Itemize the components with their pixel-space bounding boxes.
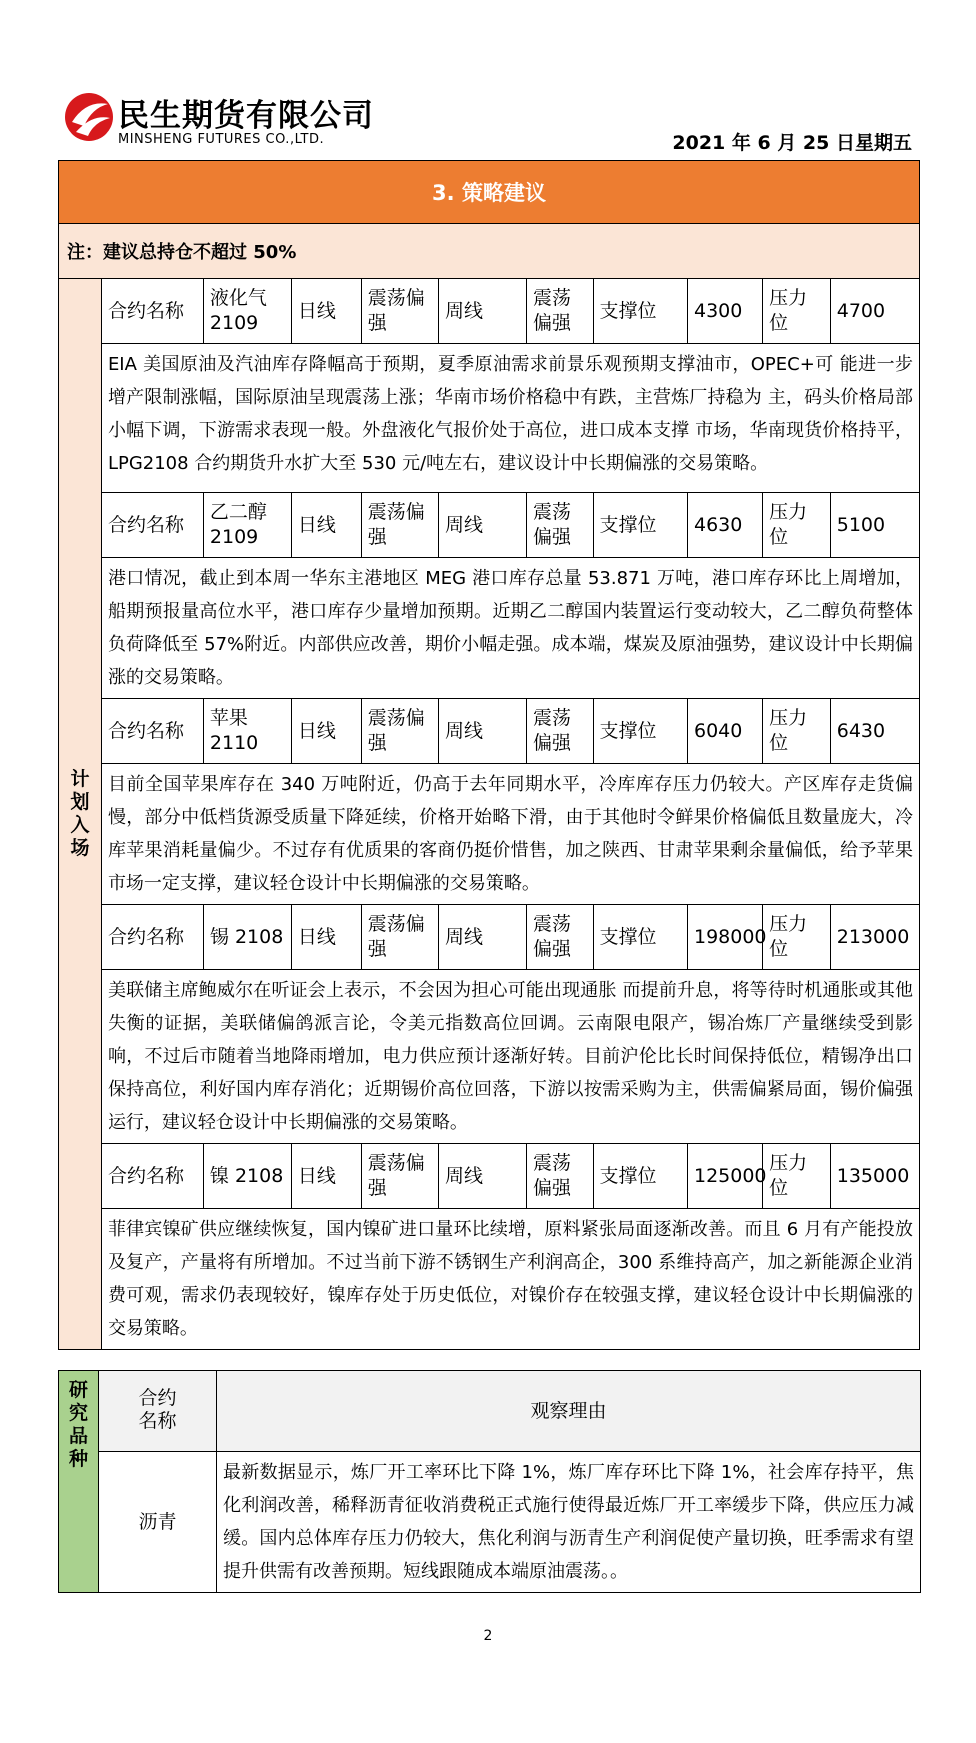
resistance-value: 213000 [830,905,919,970]
research-contract-name: 沥青 [99,1452,217,1593]
resistance-label: 压力位 [763,1144,831,1209]
company-name-cn: 民生期货有限公司 [118,98,374,134]
report-date: 2021 年 6 月 25 日星期五 [672,132,912,154]
weekly-label: 周线 [438,493,526,558]
contract-description: 菲律宾镍矿供应继续恢复，国内镍矿进口量环比续增，原料紧张局面逐渐改善。而且 6 月有产能投放及复产，产量将有所增加。不过当前下游不锈钢生产利润高企，300 系维持高产，加之新能源企业消费可观，需求仍表现较好，镍库存处于历史低位，对镍价存在较强支撑，建议轻仓设计中长期偏涨的交易策略。 [101,1209,919,1350]
resistance-label: 压力位 [763,699,831,764]
daily-trend: 震荡偏强 [361,493,438,558]
support-value: 198000 [687,905,762,970]
contract-name: 液化气 2109 [203,279,291,344]
daily-trend: 震荡偏强 [361,279,438,344]
contract-name: 苹果 2110 [203,699,291,764]
daily-label: 日线 [291,279,361,344]
resistance-label: 压力位 [763,905,831,970]
research-reason: 最新数据显示，炼厂开工率环比下降 1%，炼厂库存环比下降 1%，社会库存持平，焦化利润改善，稀释沥青征收消费税正式施行使得最近炼厂开工率缓步下降，供应压力减缓。国内总体库存压力仍较大，焦化利润与沥青生产利润促使产量切换，旺季需求有望提升供需有改善预期。短线跟随成本端原油震荡。。 [217,1452,921,1593]
position-note: 注：建议总持仓不超过 50% [59,224,920,279]
support-value: 125000 [687,1144,762,1209]
daily-trend: 震荡偏强 [361,905,438,970]
resistance-value: 5100 [830,493,919,558]
daily-label: 日线 [291,493,361,558]
contract-name: 镍 2108 [203,1144,291,1209]
plan-entry-side-label: 计划入场 [59,279,102,1350]
support-label: 支撑位 [593,1144,687,1209]
resistance-value: 6430 [830,699,919,764]
support-label: 支撑位 [593,493,687,558]
weekly-label: 周线 [438,279,526,344]
weekly-trend: 震荡偏强 [526,279,593,344]
resistance-label: 压力位 [763,279,831,344]
research-contract-header: 合约名称 [99,1371,217,1452]
support-value: 6040 [687,699,762,764]
contract-label: 合约名称 [101,1144,203,1209]
contract-description: 目前全国苹果库存在 340 万吨附近，仍高于去年同期水平，冷库库存压力仍较大。产区库存走货偏慢，部分中低档货源受质量下降延续，价格开始略下滑，由于其他时令鲜果价格偏低且数量庞大，冷库苹果消耗量偏少。不过存有优质果的客商仍挺价惜售，加之陕西、甘肃苹果剩余量偏低，给予苹果市场一定支撑，建议轻仓设计中长期偏涨的交易策略。 [101,764,919,905]
contract-label: 合约名称 [101,493,203,558]
company-name-en: MINSHENG FUTURES CO.,LTD. [118,132,325,147]
contract-label: 合约名称 [101,905,203,970]
support-value: 4300 [687,279,762,344]
resistance-value: 135000 [830,1144,919,1209]
contract-label: 合约名称 [101,699,203,764]
resistance-label: 压力位 [763,493,831,558]
contract-description: 美联储主席鲍威尔在听证会上表示，不会因为担心可能出现通胀 而提前升息，将等待时机通胀或其他失衡的证据，美联储偏鸽派言论，令美元指数高位回调。云南限电限产，锡冶炼厂产量继续受到影响，不过后市随着当地降雨增加，电力供应预计逐渐好转。目前沪伦比长时间保持低位，精锡净出口保持高位，利好国内库存消化；近期锡价高位回落，下游以按需采购为主，供需偏紧局面，锡价偏强运行，建议轻仓设计中长期偏涨的交易策略。 [101,970,919,1144]
support-label: 支撑位 [593,905,687,970]
research-reason-header: 观察理由 [217,1371,921,1452]
weekly-trend: 震荡偏强 [526,905,593,970]
weekly-label: 周线 [438,1144,526,1209]
resistance-value: 4700 [830,279,919,344]
page-header [60,84,920,154]
weekly-label: 周线 [438,905,526,970]
minsheng-logo-icon [64,92,114,142]
contract-label: 合约名称 [101,279,203,344]
research-side-label: 研究品种 [59,1371,99,1593]
contract-description: EIA 美国原油及汽油库存降幅高于预期，夏季原油需求前景乐观预期支撑油市，OPEC+可 能进一步增产限制涨幅，国际原油呈现震荡上涨；华南市场价格稳中有跌，主营炼厂持稳为 主，码头价格局部小幅下调，下游需求表现一般。外盘液化气报价处于高位，进口成本支撑 市场，华南现货价格持平，LPG2108 合约期货升水扩大至 530 元/吨左右，建议设计中长期偏涨的交易策略。 [101,344,919,493]
support-value: 4630 [687,493,762,558]
company-logo [60,84,374,154]
weekly-trend: 震荡偏强 [526,1144,593,1209]
contract-name: 乙二醇 2109 [203,493,291,558]
daily-label: 日线 [291,1144,361,1209]
research-table [58,1370,921,1593]
weekly-label: 周线 [438,699,526,764]
daily-trend: 震荡偏强 [361,1144,438,1209]
section-title: 3. 策略建议 [59,161,920,224]
weekly-trend: 震荡偏强 [526,493,593,558]
page-number: 2 [483,1628,493,1644]
daily-label: 日线 [291,699,361,764]
support-label: 支撑位 [593,279,687,344]
support-label: 支撑位 [593,699,687,764]
weekly-trend: 震荡偏强 [526,699,593,764]
contract-name: 锡 2108 [203,905,291,970]
daily-label: 日线 [291,905,361,970]
strategy-table [58,160,920,1350]
contract-description: 港口情况，截止到本周一华东主港地区 MEG 港口库存总量 53.871 万吨，港口库存环比上周增加，船期预报量高位水平，港口库存少量增加预期。近期乙二醇国内装置运行变动较大，乙二醇负荷整体负荷降低至 57%附近。内部供应改善，期价小幅走强。成本端，煤炭及原油强势，建议设计中长期偏涨的交易策略。 [101,558,919,699]
daily-trend: 震荡偏强 [361,699,438,764]
